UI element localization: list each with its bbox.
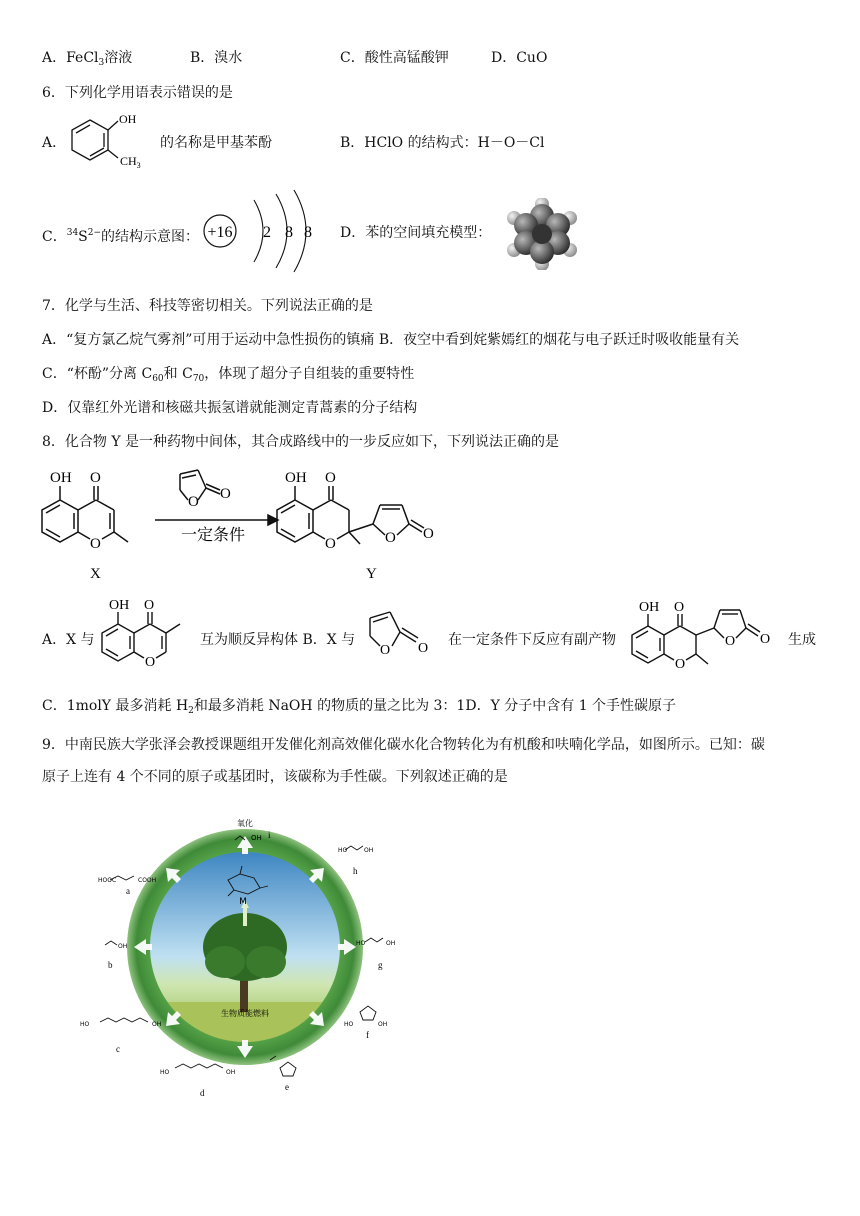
svg-text:HO: HO xyxy=(344,1021,354,1028)
sulfide-ion-diagram xyxy=(200,186,320,276)
svg-text:OH: OH xyxy=(378,1021,388,1028)
q7-option-d: D．仅靠红外光谱和核磁共振氢谱就能测定青蒿素的分子结构 xyxy=(42,400,418,416)
q7-stem: 7．化学与生活、科技等密切相关。下列说法正确的是 xyxy=(42,298,373,314)
svg-text:OH: OH xyxy=(226,1069,236,1076)
cresol-ch: CH xyxy=(120,154,137,168)
svg-text:O: O xyxy=(760,632,771,647)
svg-text:O: O xyxy=(385,530,396,546)
svg-text:O: O xyxy=(418,641,429,656)
svg-text:HO: HO xyxy=(338,847,348,854)
svg-text:HO: HO xyxy=(80,1021,90,1028)
svg-text:OH: OH xyxy=(109,598,130,613)
furanone-structure xyxy=(360,604,440,662)
label-g: g xyxy=(378,960,383,970)
cresol-oh: OH xyxy=(119,112,137,126)
byproduct-structure xyxy=(628,594,790,678)
chromone-isomer-structure xyxy=(98,594,190,674)
shell-1-count: 2 xyxy=(263,224,271,241)
label-c: c xyxy=(116,1044,120,1054)
svg-text:HO: HO xyxy=(160,1069,170,1076)
q8-option-a-b-mid: 互为顺反异构体 B．X 与 xyxy=(200,632,356,648)
nucleus-charge: +16 xyxy=(207,224,233,241)
label-a: a xyxy=(126,886,130,896)
label-d: d xyxy=(200,1088,205,1098)
svg-text:O: O xyxy=(220,486,231,502)
glucose-m-label: M xyxy=(239,897,247,907)
q6-option-b: B．HClO 的结构式：H－O－Cl xyxy=(340,135,545,151)
shell-2-count: 8 xyxy=(285,224,293,241)
shell-3-count: 8 xyxy=(304,224,312,241)
q9-stem-line-1: 9．中南民族大学张泽会教授课题组开发催化剂高效催化碳水化合物转化为有机酸和呋喃化学品，如图所示。已知：碳 xyxy=(42,737,765,753)
benzene-space-filling-model xyxy=(502,198,582,270)
q8-stem: 8．化合物 Y 是一种药物中间体，其合成路线中的一步反应如下，下列说法正确的是 xyxy=(42,434,560,450)
compound-x-label: X xyxy=(90,566,101,582)
svg-text:OH: OH xyxy=(152,1021,162,1028)
q5-option-b: B．溴水 xyxy=(190,50,243,66)
q8-option-a-prefix: A．X 与 xyxy=(42,632,95,648)
q8-option-cd: C．1molY 最多消耗 $H_2$和最多消耗 NaOH 的物质的量之比为 3：1D．Y 分子中含有 1 个手性碳原子 xyxy=(42,698,677,716)
svg-text:COOH: COOH xyxy=(138,877,157,884)
svg-text:O: O xyxy=(325,536,336,552)
q6-option-c: C．$^{34}S^{2-}$的结构示意图： xyxy=(42,228,200,245)
q6-stem: 6．下列化学用语表示错误的是 xyxy=(42,85,233,101)
q5-option-d: D．CuO xyxy=(491,50,548,66)
svg-text:O: O xyxy=(725,634,736,649)
q6-option-a-label: A． xyxy=(42,135,67,151)
svg-text:O: O xyxy=(90,536,101,552)
label-e: e xyxy=(285,1082,289,1092)
svg-text:O: O xyxy=(144,598,155,613)
biomass-conversion-figure xyxy=(60,812,430,1102)
svg-text:O: O xyxy=(145,655,156,670)
q6-option-d: D．苯的空间填充模型： xyxy=(340,225,492,241)
q7-option-c: C．“杯酚”分离 $C_{60}$和 $C_{70}$，体现了超分子自组装的重要特性 xyxy=(42,366,415,384)
svg-text:O: O xyxy=(674,600,685,615)
q8-option-b-end: 生成 xyxy=(788,632,816,648)
svg-text:OH: OH xyxy=(251,834,262,842)
svg-text:O: O xyxy=(423,526,434,542)
svg-text:O: O xyxy=(325,470,336,486)
compound-y-label: Y xyxy=(366,566,377,582)
label-f: f xyxy=(366,1030,369,1040)
svg-text:OH: OH xyxy=(50,470,72,486)
svg-text:OH: OH xyxy=(118,943,128,950)
svg-text:O: O xyxy=(675,657,686,672)
q8-option-b-text: 在一定条件下反应有副产物 xyxy=(448,632,616,648)
biofuel-label: 生物质能燃料 xyxy=(221,1009,269,1018)
svg-text:OH: OH xyxy=(364,847,374,854)
label-b: b xyxy=(108,960,113,970)
svg-text:OH: OH xyxy=(639,600,660,615)
q6-option-a-text: 的名称是甲基苯酚 xyxy=(160,135,272,151)
svg-text:O: O xyxy=(90,470,101,486)
reaction-scheme xyxy=(30,460,480,590)
q5-option-c: C．酸性高锰酸钾 xyxy=(340,50,449,66)
svg-text:OH: OH xyxy=(285,470,307,486)
svg-text:CH3: $CH_3$ xyxy=(120,154,141,170)
q5-option-a: A．FeCl$_3$溶液 xyxy=(42,50,133,68)
cresol-structure xyxy=(62,108,152,174)
reaction-condition: 一定条件 xyxy=(180,525,246,544)
svg-text:HO: HO xyxy=(356,940,366,947)
svg-text:OH: OH xyxy=(386,940,396,947)
q7-option-ab: A．“复方氯乙烷气雾剂”可用于运动中急性损伤的镇痛 B．夜空中看到姹紫嫣红的烟花与电子跃迁时吸收能量有关 xyxy=(42,332,740,348)
oxidation-caption: 氧化 xyxy=(237,819,253,828)
q9-stem-line-2: 原子上连有 4 个不同的原子或基团时，该碳称为手性碳。下列叙述正确的是 xyxy=(42,769,508,785)
label-i: i xyxy=(268,830,271,840)
svg-text:HOOC: HOOC xyxy=(98,877,117,884)
label-h: h xyxy=(353,866,358,876)
svg-text:O: O xyxy=(380,643,391,658)
svg-text:O: O xyxy=(188,494,199,510)
